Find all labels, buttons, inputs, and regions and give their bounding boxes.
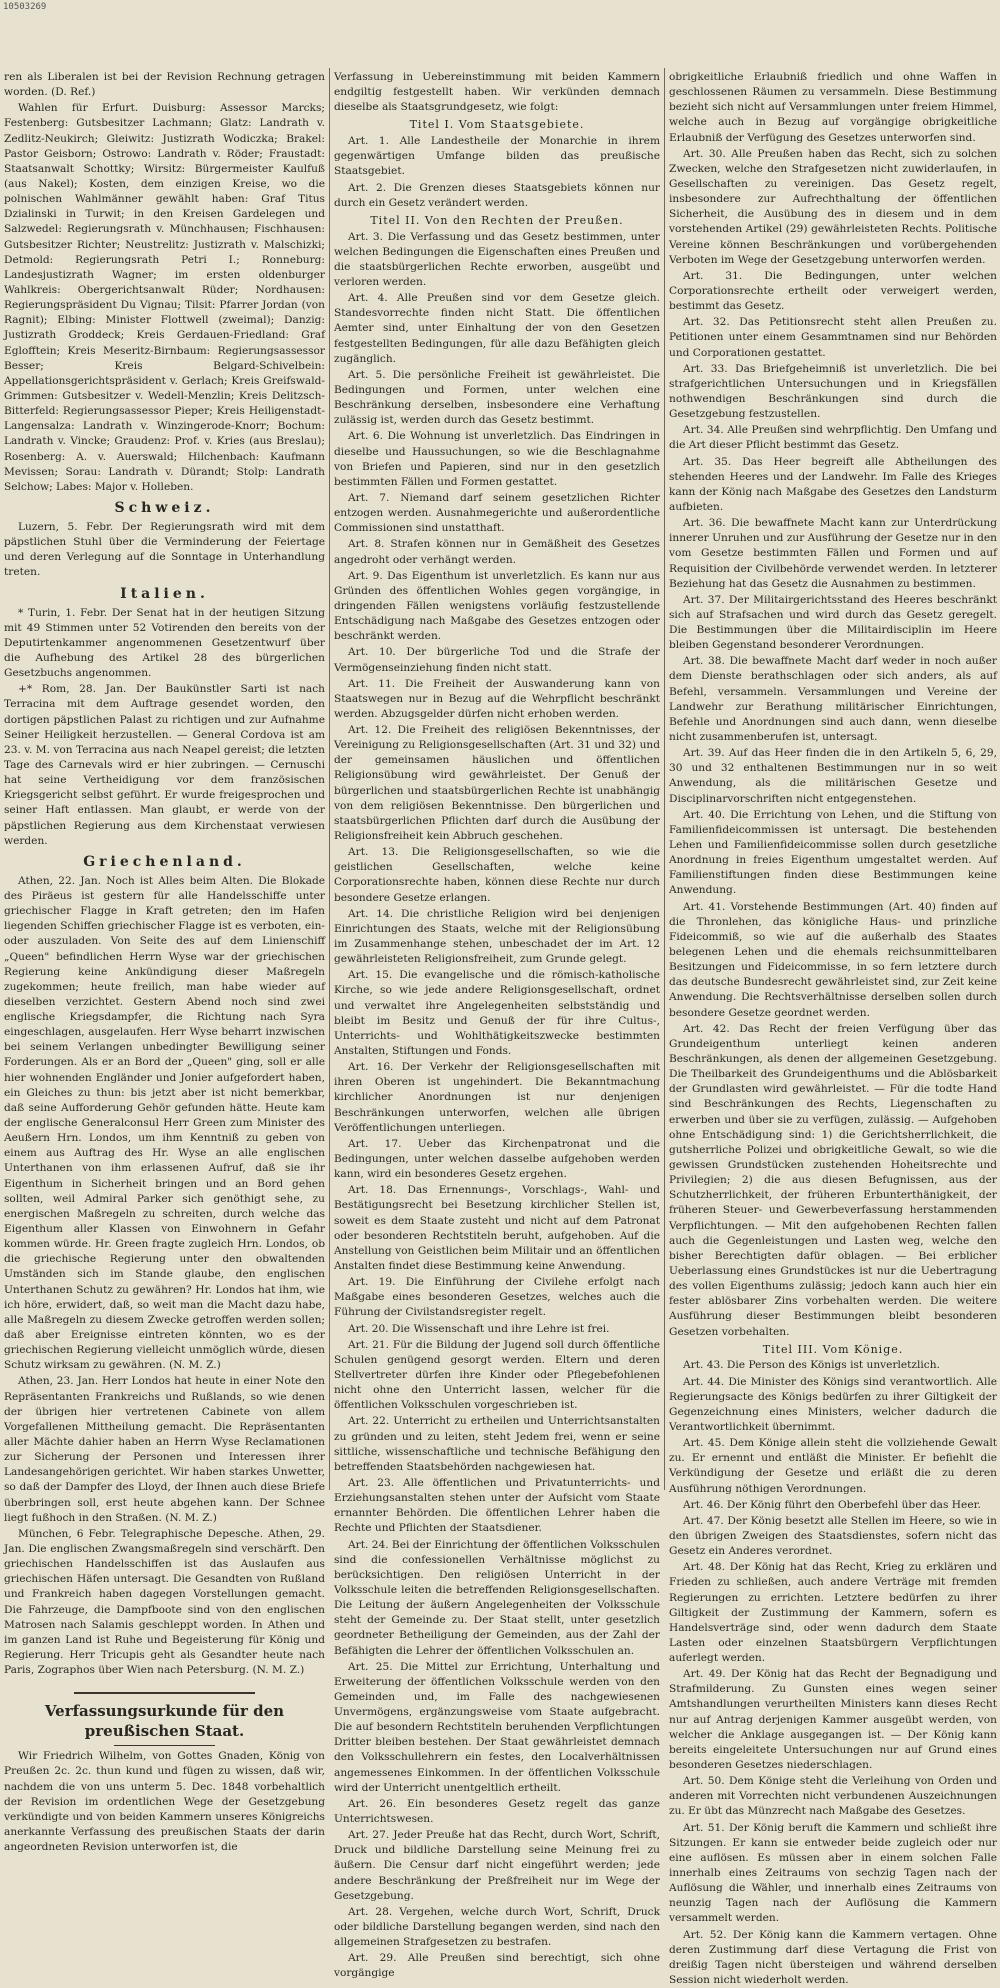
article-24: Art. 24. Bei der Einrichtung der öffentlichen Volksschulen sind die confessionellen Verhältnisse möglichst zu berücksichtigen. Den religiösen Unterricht in der Volksschule leiten die betreffenden Religionsgesellschaften. Die Leitung der äußern Angelegenheiten der Volksschule steht der Gemeinde zu. Der Staat stellt, unter gesetzlich geordneter Betheiligung der Gemeinden, aus der Zahl der Befähigten die Lehrer der öffentlichen Volksschulen an. [334, 1538, 660, 1657]
article-44: Art. 44. Die Minister des Königs sind verantwortlich. Alle Regierungsacte des Königs bedürfen zu ihrer Giltigkeit der Gegenzeichnung eines Ministers, welcher dadurch die Verantwortlichkeit übernimmt. [669, 1375, 997, 1433]
article-30: Art. 30. Alle Preußen haben das Recht, sich zu solchen Zwecken, welche den Strafgesetzen nicht zuwiderlaufen, in Gesellschaften zu vereinigen. Das Gesetz regelt, insbesondere zur Aufrechthaltung der öffentlichen Sicherheit, die Ausübung des in diesem und in dem vorstehenden Artikel (29) gewährleisteten Rechts. Politische Vereine können Beschränkungen und vorübergehenden Verboten im Wege der Gesetzgebung unterworfen werden. [669, 147, 997, 266]
article-6: Art. 6. Die Wohnung ist unverletzlich. Das Eindringen in dieselbe und Haussuchungen, so wie die Beschlagnahme von Briefen und Papieren, sind nur in den gesetzlich bestimmten Fällen und Formen gestattet. [334, 430, 660, 488]
article-48: Art. 48. Der König hat das Recht, Krieg zu erklären und Frieden zu schließen, auch andere Verträge mit fremden Regierungen zu errichten. Letztere bedürfen zu ihrer Giltigkeit der Zustimmung der Kammern, sofern es Handelsverträge sind, oder wenn dadurch dem Staate Lasten oder einzelnen Staatsbürgern Verpflichtungen auferlegt werden. [669, 1561, 997, 1665]
article-21: Art. 21. Für die Bildung der Jugend soll durch öffentliche Schulen genügend gesorgt werden. Eltern und deren Stellvertreter dürfen ihre Kinder oder Pflegebefohlenen nicht ohne den Unterricht lassen, welcher für die öffentlichen Volksschulen vorgeschrieben ist. [334, 1338, 660, 1412]
paragraph-luzern: Luzern, 5. Febr. Der Regierungsrath wird mit dem päpstlichen Stuhl über die Verminderung der Feiertage und deren Verlegung auf die Sonntage in Unterhandlung treten. [4, 520, 325, 579]
article-22: Art. 22. Unterricht zu ertheilen und Unterrichtsanstalten zu gründen und zu leiten, steht Jedem frei, wenn er seine sittliche, wissenschaftliche und technische Befähigung den betreffenden Staatsbehörden nachgewiesen hat. [334, 1415, 660, 1473]
article-36: Art. 36. Die bewaffnete Macht kann zur Unterdrückung innerer Unruhen und zur Ausführung der Gesetze nur in den vom Gesetze bestimmten Fällen und Formen und auf Requisition der Civilbehörde verwendet werden. In letzterer Beziehung hat das Gesetz die Ausnahmen zu bestimmen. [669, 517, 997, 590]
title-heading-1: Titel I. Vom Staatsgebiete. [409, 118, 585, 132]
page-id: 10503269 [3, 2, 47, 12]
article-40: Art. 40. Die Errichtung von Lehen, und die Stiftung von Familienfideicommissen ist untersagt. Die bestehenden Lehen und Familienfideicommisse sollen durch gesetzliche Anordnung in freies Eigenthum umgestaltet werden. Auf Familienstiftungen finden diese Bestimmungen keine Anwendung. [669, 808, 997, 897]
article-28: Art. 28. Vergehen, welche durch Wort, Schrift, Druck oder bildliche Darstellung begangen werden, sind nach den allgemeinen Strafgesetzen zu bestrafen. [334, 1905, 660, 1949]
article-8: Art. 8. Strafen können nur in Gemäßheit des Gesetzes angedroht oder verhängt werden. [334, 538, 660, 566]
article-32: Art. 32. Das Petitionsrecht steht allen Preußen zu. Petitionen unter einem Gesammtnamen sind nur Behörden und Corporationen gestattet. [669, 316, 997, 359]
column-rule [329, 68, 330, 1490]
section-heading-schweiz: Schweiz. [114, 499, 215, 516]
article-52: Art. 52. Der König kann die Kammern vertagen. Ohne deren Zustimmung darf diese Vertagung die Frist von dreißig Tagen nicht übersteigen und während derselben Session nicht wiederholt werden. [669, 1928, 997, 1987]
article-41: Art. 41. Vorstehende Bestimmungen (Art. 40) finden auf die Thronlehen, das königliche Haus- und prinzliche Fideicommiß, so wie auf die außerhalb des Staates belegenen Lehen und die ehemals reichsunmittelbaren Besitzungen und Fideicommisse, in so fern letztere durch das deutsche Bundesrecht gewährleistet sind, zur Zeit keine Anwendung. Die Rechtsverhältnisse derselben sollen durch besondere Gesetze geordnet werden. [669, 900, 997, 1019]
article-7: Art. 7. Niemand darf seinem gesetzlichen Richter entzogen werden. Ausnahmegerichte und außerordentliche Commissionen sind unstatthaft. [334, 491, 660, 535]
article-35: Art. 35. Das Heer begreift alle Abtheilungen des stehenden Heeres und der Landwehr. Im Falle des Krieges kann der König nach Maßgabe des Gesetzes den Landsturm aufbieten. [669, 455, 997, 513]
article-14: Art. 14. Die christliche Religion wird bei denjenigen Einrichtungen des Staats, welche mit der Religionsübung im Zusammenhange stehen, unbeschadet der im Art. 12 gewährleisteten Religionsfreiheit, zum Grunde gelegt. [334, 907, 660, 966]
article-9: Art. 9. Das Eigenthum ist unverletzlich. Es kann nur aus Gründen des öffentlichen Wohles gegen vorgängige, in dringenden Fällen wenigstens vorläufig festzustellende Entschädigung nach Maßgabe des Gesetzes entzogen oder beschränkt werden. [334, 569, 660, 643]
column-2 [334, 70, 660, 1980]
article-47: Art. 47. Der König besetzt alle Stellen im Heere, so wie in den übrigen Zweigen des Staatsdienstes, sofern nicht das Gesetz ein Anderes verordnet. [669, 1514, 997, 1558]
article-37: Art. 37. Der Militairgerichtsstand des Heeres beschränkt sich auf Strafsachen und wird durch das Gesetz geregelt. Die Bestimmungen über die Militairdisciplin im Heere bleiben Gegenstand besonderer Verordnungen. [669, 593, 997, 652]
article-46: Art. 46. Der König führt den Oberbefehl über das Heer. [683, 1498, 981, 1511]
paragraph-athen-23: Athen, 23. Jan. Herr Londos hat heute in einer Note den Repräsentanten Frankreichs und Rußlands, so wie denen der übrigen hier vertretenen Cabinete von allem Vorgefallenen Mittheilung gemacht. Die Repräsentanten aller Mächte dahier haben an Herrn Wyse Reclamationen zur Sicherung der Personen und Interessen ihrer Landesangehörigen gerichtet. Wir haben starkes Unwetter, so daß der Dampfer des Lloyd, der Ihnen auch diese Briefe überbringen soll, erst heute abgehen kann. Der Schnee liegt fußhoch in den Straßen. (N. M. Z.) [4, 1375, 325, 1524]
article-23: Art. 23. Alle öffentlichen und Privatunterrichts- und Erziehungsanstalten stehen unter der Aufsicht vom Staate ernannter Behörden. Die öffentlichen Lehrer haben die Rechte und Pflichten der Staatsdiener. [334, 1476, 660, 1535]
paragraph-rom: +* Rom, 28. Jan. Der Baukünstler Sarti ist nach Terracina mit dem Auftrage gesendet worden, den dortigen päpstlichen Palast zu richtigen und zur Aufnahme Seiner Heiligkeit herzustellen. — General Cordova ist am 23. v. M. von Terracina aus nach Neapel gereist; die letzten Tage des Carnevals wird er hier zubringen. — Cernuschi hat seine Vertheidigung vor dem französischen Kriegsgericht selbst geführt. Er wurde freigesprochen und seiner Haft entlassen. Man glaubt, er werde von der päpstlichen Regierung aus dem Kirchenstaat verwiesen werden. [4, 683, 325, 847]
article-33: Art. 33. Das Briefgeheimniß ist unverletzlich. Die bei strafgerichtlichen Untersuchungen und in Kriegsfällen nothwendigen Beschränkungen sind durch die Gesetzgebung festzustellen. [669, 362, 997, 421]
article-45: Art. 45. Dem Könige allein steht die vollziehende Gewalt zu. Er ernennt und entläßt die Minister. Er befiehlt die Verkündigung der Gesetze und erläßt die zu deren Ausführung nöthigen Verordnungen. [669, 1437, 997, 1495]
article-10: Art. 10. Der bürgerliche Tod und die Strafe der Vermögenseinziehung finden nicht statt. [334, 646, 660, 674]
article-2: Art. 2. Die Grenzen dieses Staatsgebiets können nur durch ein Gesetz verändert werden. [334, 181, 660, 209]
article-34: Art. 34. Alle Preußen sind wehrpflichtig. Den Umfang und die Art dieser Pflicht bestimmt das Gesetz. [669, 424, 997, 452]
paragraph-turin: * Turin, 1. Febr. Der Senat hat in der heutigen Sitzung mit 49 Stimmen unter 52 Votirenden den bereits von der Deputirtenkammer angenommenen Gesetzentwurf über die Aufhebung des Artikel 28 des bürgerlichen Gesetzbuchs angenommen. [4, 606, 325, 680]
article-18: Art. 18. Das Ernennungs-, Vorschlags-, Wahl- und Bestätigungsrecht bei Besetzung kirchlicher Stellen ist, soweit es dem Staate zusteht und nicht auf dem Patronat oder besonderen Rechtstiteln beruht, aufgehoben. Auf die Anstellung von Geistlichen beim Militair und an öffentlichen Anstalten findet diese Bestimmung keine Anwendung. [334, 1184, 660, 1272]
article-49: Art. 49. Der König hat das Recht der Begnadigung und Strafmilderung. Zu Gunsten eines wegen seiner Amtshandlungen verurtheilten Ministers kann dieses Recht nur auf Antrag derjenigen Kammer ausgeübt werden, von welcher die Anklage ausgegangen ist. — Der König kann bereits eingeleitete Untersuchungen nur auf Grund eines besonderen Gesetzes niederschlagen. [669, 1668, 997, 1772]
article-25: Art. 25. Die Mittel zur Errichtung, Unterhaltung und Erweiterung der öffentlichen Volksschule werden von den Gemeinden und, im Falle des nachgewiesenen Unvermögens, ergänzungsweise vom Staate aufgebracht. Die auf besondern Rechtstiteln beruhenden Verpflichtungen Dritter bleiben bestehen. Der Staat gewährleistet demnach den Volksschullehrern ein festes, den Localverhältnissen angemessenes Einkommen. In der öffentlichen Volksschule wird der Unterricht unentgeltlich ertheilt. [334, 1660, 660, 1794]
article-19: Art. 19. Die Einführung der Civilehe erfolgt nach Maßgabe eines besonderen Gesetzes, welches auch die Führung der Civilstandsregister regelt. [334, 1276, 660, 1319]
article-15: Art. 15. Die evangelische und die römisch-katholische Kirche, so wie jede andere Religionsgesellschaft, ordnet und verwaltet ihre Angelegenheiten selbstständig und bleibt im Besitz und Genuß der für ihre Cultus-, Unterrichts- und Wohlthätigkeitszwecke bestimmten Anstalten, Stiftungen und Fonds. [334, 969, 660, 1058]
article-5: Art. 5. Die persönliche Freiheit ist gewährleistet. Die Bedingungen und Formen, unter welchen eine Beschränkung derselben, insbesondere eine Verhaftung zulässig ist, werden durch das Gesetz bestimmt. [334, 368, 660, 427]
article-1: Art. 1. Alle Landestheile der Monarchie in ihrem gegenwärtigen Umfange bilden das preußische Staatsgebiet. [334, 135, 660, 178]
article-50: Art. 50. Dem Könige steht die Verleihung von Orden und anderen mit Vorrechten nicht verbundenen Auszeichnungen zu. Er übt das Münzrecht nach Maßgabe des Gesetzes. [669, 1775, 997, 1818]
article-51: Art. 51. Der König beruft die Kammern und schließt ihre Sitzungen. Er kann sie entweder beide zugleich oder nur eine auflösen. Es müssen aber in einem solchen Falle innerhalb eines Zeitraums von sechzig Tagen nach der Auflösung die Wähler, und innerhalb eines Zeitraums von neunzig Tagen nach der Auflösung die Kammern versammelt werden. [669, 1821, 997, 1925]
paragraph-preamble: Wir Friedrich Wilhelm, von Gottes Gnaden, König von Preußen 2c. 2c. thun kund und fügen zu wissen, daß wir, nachdem die von uns unterm 5. Dec. 1848 vorbehaltlich der Revision im ordentlichen Wege der Gesetzgebung verkündigte und von beiden Kammern unseres Königreichs anerkannte Verfassung des preußischen Staats der darin angeordneten Revision unterworfen ist, die [4, 1750, 325, 1854]
paragraph: ren als Liberalen ist bei der Revision Rechnung getragen worden. (D. Ref.) [4, 71, 325, 99]
paragraph-muenchen: München, 6 Febr. Telegraphische Depesche. Athen, 29. Jan. Die englischen Zwangsmaßregeln sind verschärft. Den griechischen Handelsschiffen ist das Auslaufen aus griechischen Häfen untersagt. Die Gesandten von Rußland und Frankreich haben dagegen Vorstellungen gemacht. Die Fahrzeuge, die Dampfboote sind von den englischen Matrosen nach Salamis geschleppt worden. In Athen und im ganzen Land ist Ruhe und Begeisterung für König und Regierung. Herr Tricupis geht als Gesandter heute nach Paris, Zographos über Wien nach Petersburg. (N. M. Z.) [4, 1527, 325, 1677]
paragraph: Verfassung in Uebereinstimmung mit beiden Kammern endgiltig festgestellt haben. Wir verkünden demnach dieselbe als Staatsgrundgesetz, wie folgt: [334, 71, 660, 114]
article-27: Art. 27. Jeder Preuße hat das Recht, durch Wort, Schrift, Druck und bildliche Darstellung seine Meinung frei zu äußern. Die Censur darf nicht eingeführt werden; jede andere Beschränkung der Preßfreiheit nur im Wege der Gesetzgebung. [334, 1829, 660, 1902]
article-3: Art. 3. Die Verfassung und das Gesetz bestimmen, unter welchen Bedingungen die Eigenschaften eines Preußen und die staatsbürgerlichen Rechte erworben, ausgeübt und verloren werden. [334, 230, 660, 288]
article-11: Art. 11. Die Freiheit der Auswanderung kann von Staatswegen nur in Bezug auf die Wehrpflicht beschränkt werden. Abzugsgelder dürfen nicht erhoben werden. [334, 677, 660, 720]
article-4: Art. 4. Alle Preußen sind vor dem Gesetze gleich. Standesvorrechte finden nicht Statt. Die öffentlichen Aemter sind, unter Einhaltung der von den Gesetzen festgestellten Bedingungen, für alle dazu Befähigten gleich zugänglich. [334, 292, 660, 365]
paragraph: obrigkeitliche Erlaubniß friedlich und ohne Waffen in geschlossenen Räumen zu versammeln. Diese Bestimmung bezieht sich nicht auf Versammlungen unter freiem Himmel, welche auch in Bezug auf vorgängige obrigkeitliche Erlaubniß der Verfügung des Gesetzes unterworfen sind. [669, 71, 997, 144]
article-12: Art. 12. Die Freiheit des religiösen Bekenntnisses, der Vereinigung zu Religionsgesellschaften (Art. 31 und 32) und der gemeinsamen häuslichen und öffentlichen Religionsübung wird gewährleistet. Der Genuß der bürgerlichen und staatsbürgerlichen Rechte ist unabhängig von dem religiösen Bekenntnisse. Den bürgerlichen und staatsbürgerlichen Pflichten darf durch die Ausübung der Religionsfreiheit kein Abbruch geschehen. [334, 724, 660, 843]
article-31: Art. 31. Die Bedingungen, unter welchen Corporationsrechte ertheilt oder verweigert werden, bestimmt das Gesetz. [669, 269, 997, 313]
article-13: Art. 13. Die Religionsgesellschaften, so wie die geistlichen Gesellschaften, welche keine Corporationsrechte haben, können diese Rechte nur durch besondere Gesetze erlangen. [334, 846, 660, 904]
section-heading-griechenland: Griechenland. [83, 853, 246, 870]
title-heading-3: Titel III. Vom Könige. [762, 1342, 904, 1356]
column-1 [4, 70, 325, 1854]
separator-rule [74, 1692, 255, 1694]
paragraph-athen-22: Athen, 22. Jan. Noch ist Alles beim Alten. Die Blokade des Piräeus ist gestern für alle Handelsschiffe unter griechischer Flagge in Kraft getreten; den im Hafen liegenden Schiffen griechischer Flagge ist es verboten, ein- oder auszuladen. Von Seite des auf dem Linienschiff „Queen" befindlichen Herrn Wyse war der griechischen Regierung keine Ankündigung dieser Maßregeln zugekommen; heute freilich, man habe wieder auf dieselben verzichtet. Gestern Abend noch sind zwei englische Kriegsdampfer, die Richtung nach Syra eingeschlagen, ausgelaufen. Herr Wyse beharrt inzwischen bei seinem Verlangen unbedingter Bewilligung seiner Forderungen. Als er an Bord der „Queen" ging, soll er alle hier wohnenden Engländer und Jonier aufgefordert haben, ein Gleiches zu thun: bis jetzt aber ist nicht bemerkbar, daß seine Aufforderung Gehör gefunden hätte. Heute kam der englische Generalconsul Herr Green zum Minister des Aeußern Hrn. Londos, um ihm Kenntniß zu geben von einem aus Auftrag des Hr. Wyse an alle englischen Unterthanen von ihm erlassenen Aufruf, daß sie ihr Eigenthum in Sicherheit bringen und an Bord gehen sollten, weil Admiral Parker sich genöthigt sehe, zu energischen Maßregeln zu schreiten, durch welche das Eigenthum aller Klassen von Einwohnern in Gefahr kommen würde. Hr. Green fragte zugleich Hrn. Londos, ob die griechische Regierung unter den obwaltenden Umständen sich im Stande glaube, den englischen Unterthanen Schutz zu gewähren? Hr. Londos hat ihm, wie ich höre, erwidert, daß, so weit man die Macht dazu habe, alle Maßregeln zu diesem Zwecke getroffen werden sollen; daß aber Ereignisse eintreten könnten, wo es der griechischen Regierung vielleicht unmöglich würde, diesen Schutz wirksam zu gewähren. (N. M. Z.) [4, 874, 325, 1372]
paragraph-wahlen: Wahlen für Erfurt. Duisburg: Assessor Marcks; Festenberg: Gutsbesitzer Lachmann; Glatz: Landrath v. Zedlitz-Neukirch; Gleiwitz: Justizrath Wodiczka; Brakel: Pastor Geisborn; Ostrowo: Landrath v. Röder; Fraustadt: Staatsanwalt Schottky; Wirsitz: Bürgermeister Kaulfuß (aus Nakel); Kosten, dem einzigen Kreise, wo die polnischen Wahlmänner gewählt haben: Graf Titus Dzialinski in Turwit; in den Kreisen Gardelegen und Salzwedel: Regierungsrath v. Münchhausen; Fischhausen: Gutsbesitzer Richter; Neustrelitz: Justizrath v. Malschizki; Detmold: Regierungsrath Petri I.; Ronneburg: Landesjustizrath Wagner; im ersten oldenburger Wahlkreis: Obergerichtsanwalt Rüder; Nordhausen: Regierungspräsident Du Vignau; Tilsit: Pfarrer Jordan (von Ragnit); Elbing: Minister Flottwell (zweimal); Danzig: Justizrath Groddeck; Kreis Gerdauen-Friedland: Graf Eglofftein; Kreis Meseritz-Birnbaum: Regierungsassessor Besser; Kreis Belgard-Schivelbein: Appellationsgerichtspräsident v. Gerlach; Kreis Greifswald-Grimmen: Gutsbesitzer v. Wedell-Menzlin; Kreis Delitzsch-Bitterfeld: Regierungsassessor Pieper; Kreis Heiligenstadt-Langensalza: Landrath v. Winzingerode-Knorr; Bochum: Landrath v. Vincke; Graudenz: Prof. v. Kries (aus Breslau); Rosenberg: A. v. Auerswald; Hilchenbach: Kaufmann Mevissen; Sorau: Landrath v. Dürandt; Stolp: Landrath Selchow; Labes: Major v. Holleben. [4, 102, 325, 493]
article-title-verfassungsurkunde: Verfassungsurkunde für den preußischen Staat. [44, 1702, 285, 1740]
article-16: Art. 16. Der Verkehr der Religionsgesellschaften mit ihren Oberen ist ungehindert. Die Bekanntmachung kirchlicher Anordnungen ist nur denjenigen Beschränkungen unterworfen, welchen alle übrigen Veröffentlichungen unterliegen. [334, 1061, 660, 1134]
article-43: Art. 43. Die Person des Königs ist unverletzlich. [683, 1359, 940, 1372]
separator-rule [114, 1745, 215, 1746]
article-26: Art. 26. Ein besonderes Gesetz regelt das ganze Unterrichtswesen. [334, 1797, 660, 1826]
title-heading-2: Titel II. Von den Rechten der Preußen. [370, 213, 624, 227]
article-17: Art. 17. Ueber das Kirchenpatronat und die Bedingungen, unter welchen dasselbe aufgehoben werden kann, wird ein besonderes Gesetz ergehen. [334, 1137, 660, 1181]
article-29: Art. 29. Alle Preußen sind berechtigt, sich ohne vorgängige [334, 1952, 660, 1980]
article-20: Art. 20. Die Wissenschaft und ihre Lehre ist frei. [348, 1322, 610, 1335]
column-3 [669, 70, 997, 1987]
column-rule [664, 68, 665, 1490]
article-39: Art. 39. Auf das Heer finden die in den Artikeln 5, 6, 29, 30 und 32 enthaltenen Bestimmungen nur in so weit Anwendung, als die militärischen Gesetze und Disciplinarvorschriften nicht entgegenstehen. [669, 747, 997, 805]
article-38: Art. 38. Die bewaffnete Macht darf weder in noch außer dem Dienste berathschlagen oder sich anders, als auf Befehl, versammeln. Versammlungen und Vereine der Landwehr zur Berathung militärischer Einrichtungen, Befehle und Anordnungen sind auch dann, wenn dieselbe nicht zusammenberufen ist, untersagt. [669, 655, 997, 744]
article-42: Art. 42. Das Recht der freien Verfügung über das Grundeigenthum unterliegt keinen anderen Beschränkungen, als denen der allgemeinen Gesetzgebung. Die Theilbarkeit des Grundeigenthums und die Ablösbarkeit der Grundlasten wird gewährleistet. — Für die todte Hand sind Beschränkungen des Rechts, Liegenschaften zu erwerben und über sie zu verfügen, zulässig. — Aufgehoben ohne Entschädigung sind: 1) die Gerichtsherrlichkeit, die gutsherrliche Polizei und obrigkeitliche Gewalt, so wie die gewissen Grundstücken zustehenden Hoheitsrechte und Privilegien; 2) die aus diesen Befugnissen, aus der Schutzherrlichkeit, der früheren Erbunterthänigkeit, der früheren Steuer- und Gewerbeverfassung herstammenden Verpflichtungen. — Mit den aufgehobenen Rechten fallen auch die Gegenleistungen und Lasten weg, welche den bisher Berechtigten dafür oblagen. — Bei erblicher Ueberlassung eines Grundstückes ist nur die Uebertragung des vollen Eigenthums zulässig; jedoch kann auch hier ein fester ablösbarer Zins vorbehalten werden. Die weitere Ausführung dieser Bestimmungen bleibt besonderen Gesetzen vorbehalten. [669, 1022, 997, 1338]
section-heading-italien: Italien. [120, 585, 209, 602]
